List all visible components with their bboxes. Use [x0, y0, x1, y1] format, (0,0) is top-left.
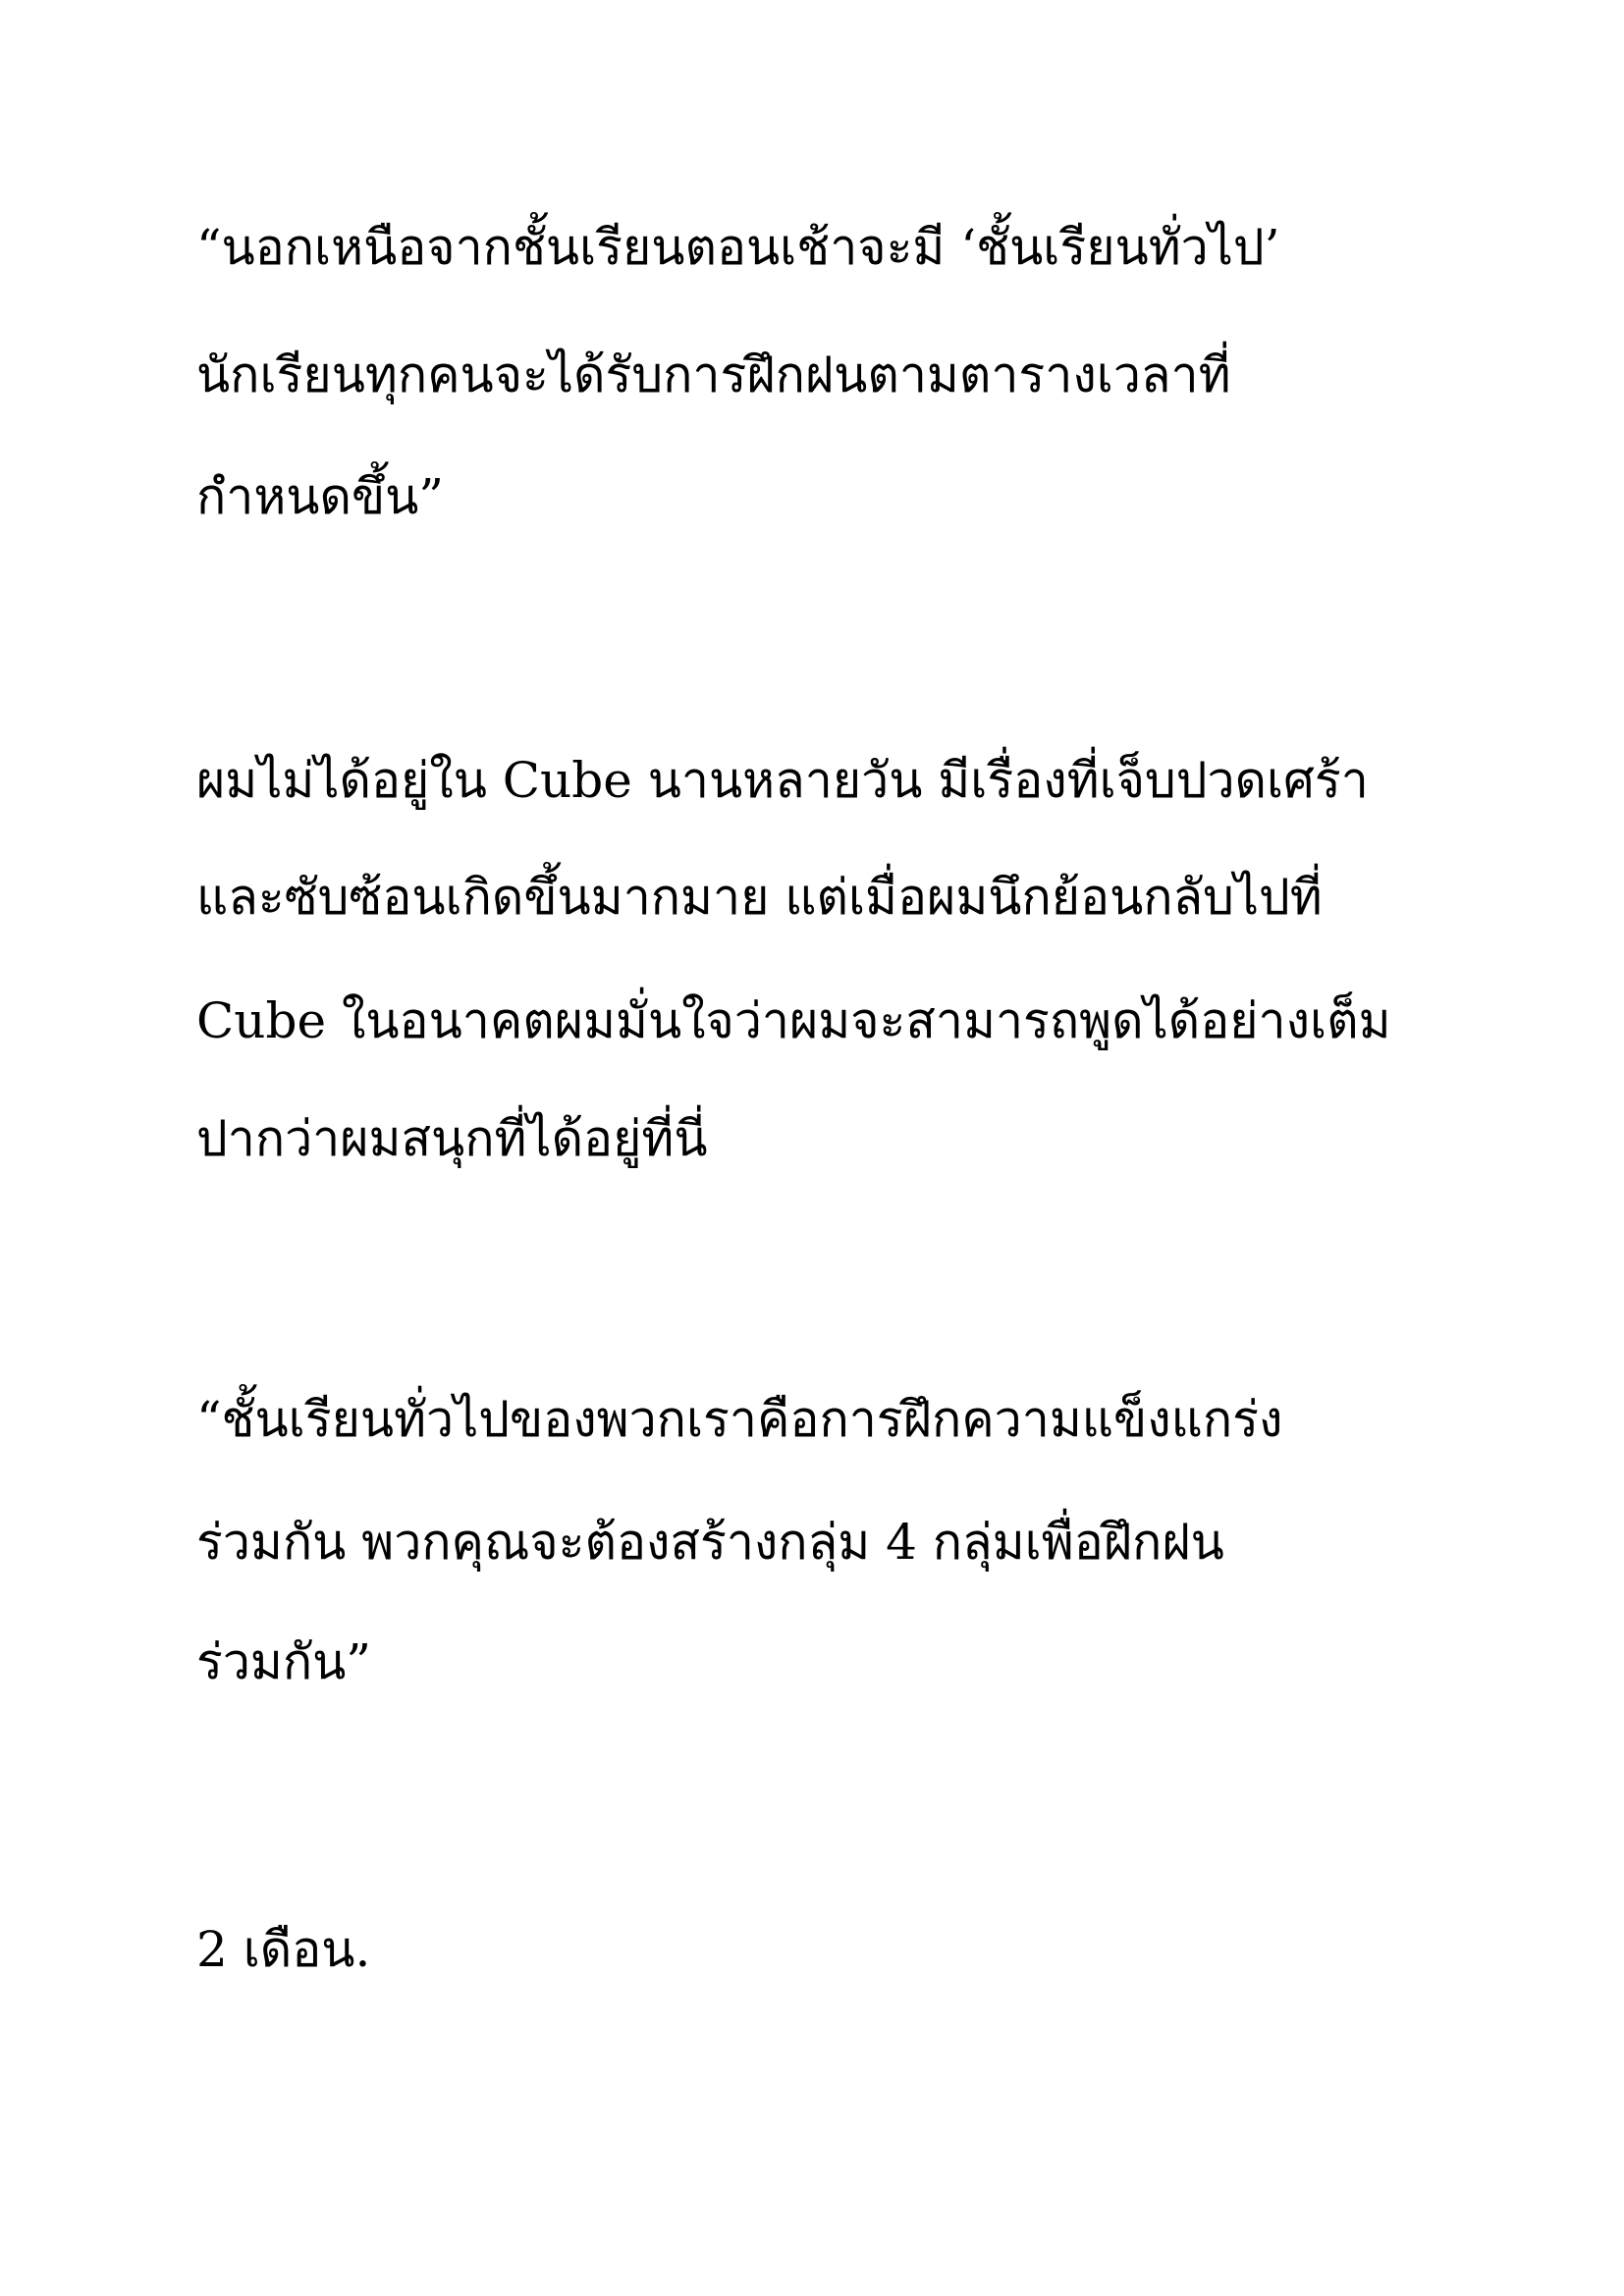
- text-line: นักเรียนทุกคนจะได้รับการฝึกฝนตามตารางเวลาที่: [196, 347, 1231, 403]
- text-line: กำหนดขึ้น”: [196, 468, 444, 525]
- text-line: “ชั้นเรียนทั่วไปของพวกเราคือการฝึกความแข็งแกร่ง: [196, 1391, 1283, 1448]
- text-line: Cube ในอนาคตผมมั่นใจว่าผมจะสามารถพูดได้อย่างเต็ม: [196, 992, 1391, 1049]
- text-line: และซับซ้อนเกิดขึ้นมากมาย แต่เมื่อผมนึกย้อนกลับไปที่: [196, 869, 1323, 926]
- text-line: ร่วมกัน พวกคุณจะต้องสร้างกลุ่ม 4 กลุ่มเพื่อฝึกฝน: [196, 1514, 1224, 1571]
- text-line: “นอกเหนือจากชั้นเรียนตอนเช้าจะมี ‘ชั้นเรียนทั่วไป’: [196, 219, 1280, 276]
- text-line: ผมไม่ได้อยู่ใน Cube นานหลายวัน มีเรื่องที่เจ็บปวดเศร้า: [196, 752, 1369, 809]
- text-line: 2 เดือน.: [196, 1921, 371, 1978]
- text-line: ร่วมกัน”: [196, 1633, 371, 1690]
- text-line: ปากว่าผมสนุกที่ได้อยู่ที่นี่: [196, 1110, 708, 1167]
